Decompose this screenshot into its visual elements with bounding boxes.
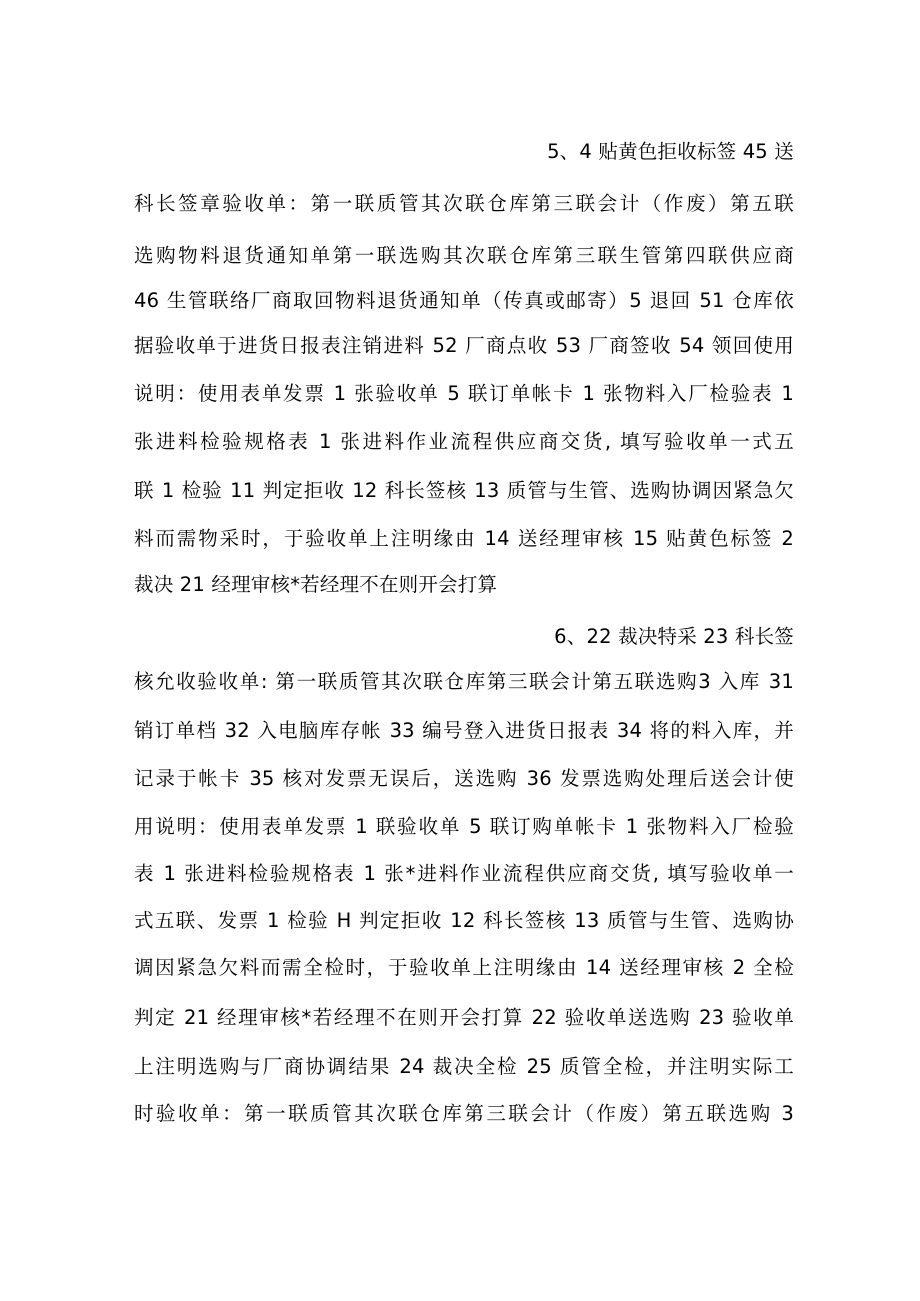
- text-line: 科长签章验收单：第一联质管其次联仓库第三联会计（作废）第五联: [134, 192, 794, 215]
- section-5-heading: 5、4 贴黄色拒收标签 45 送: [547, 140, 794, 163]
- text-line: 联 1 检验 11 判定拒收 12 科长签核 13 质管与生管、选购协调因紧急欠: [134, 479, 794, 502]
- text-line: 记录于帐卡 35 核对发票无误后，送选购 36 发票选购处理后送会计使: [134, 767, 794, 790]
- text-line: 销订单档 32 入电脑库存帐 33 编号登入进货日报表 34 将的料入库，并: [134, 719, 794, 742]
- text-line: 式五联、发票 1 检验 H 判定拒收 12 科长签核 13 质管与生管、选购协: [134, 909, 794, 932]
- text-line: 调因紧急欠料而需全检时，于验收单上注明缘由 14 送经理审核 2 全检: [134, 956, 794, 979]
- text-line: 上注明选购与厂商协调结果 24 裁决全检 25 质管全检，并注明实际工: [134, 1055, 794, 1078]
- text-line: 说明：使用表单发票 1 张验收单 5 联订单帐卡 1 张物料入厂检验表 1: [134, 382, 794, 405]
- text-line: 时验收单：第一联质管其次联仓库第三联会计（作废）第五联选购 3: [134, 1102, 794, 1125]
- text-line: 表 1 张进料检验规格表 1 张*进料作业流程供应商交货, 填写验收单一: [134, 862, 794, 885]
- text-line: 46 生管联络厂商取回物料退货通知单（传真或邮寄）5 退回 51 仓库依: [134, 289, 794, 312]
- text-line: 张进料检验规格表 1 张进料作业流程供应商交货, 填写验收单一式五: [134, 430, 794, 453]
- text-line: 裁决 21 经理审核*若经理不在则开会打算: [134, 573, 498, 596]
- text-line: 据验收单于进货日报表注销进料 52 厂商点收 53 厂商签收 54 领回使用: [134, 334, 794, 357]
- text-line: 料而需物采时，于验收单上注明缘由 14 送经理审核 15 贴黄色标签 2: [134, 527, 794, 550]
- text-line: 选购物料退货通知单第一联选购其次联仓库第三联生管第四联供应商: [134, 244, 794, 267]
- text-line: 用说明：使用表单发票 1 联验收单 5 联订购单帐卡 1 张物料入厂检验: [134, 815, 794, 838]
- text-line: 判定 21 经理审核*若经理不在则开会打算 22 验收单送选购 23 验收单: [134, 1006, 794, 1029]
- section-6-heading: 6、22 裁决特采 23 科长签: [554, 625, 794, 648]
- text-line: 核允收验收单: 第一联质管其次联仓库第三联会计第五联选购3 入库 31: [134, 670, 794, 693]
